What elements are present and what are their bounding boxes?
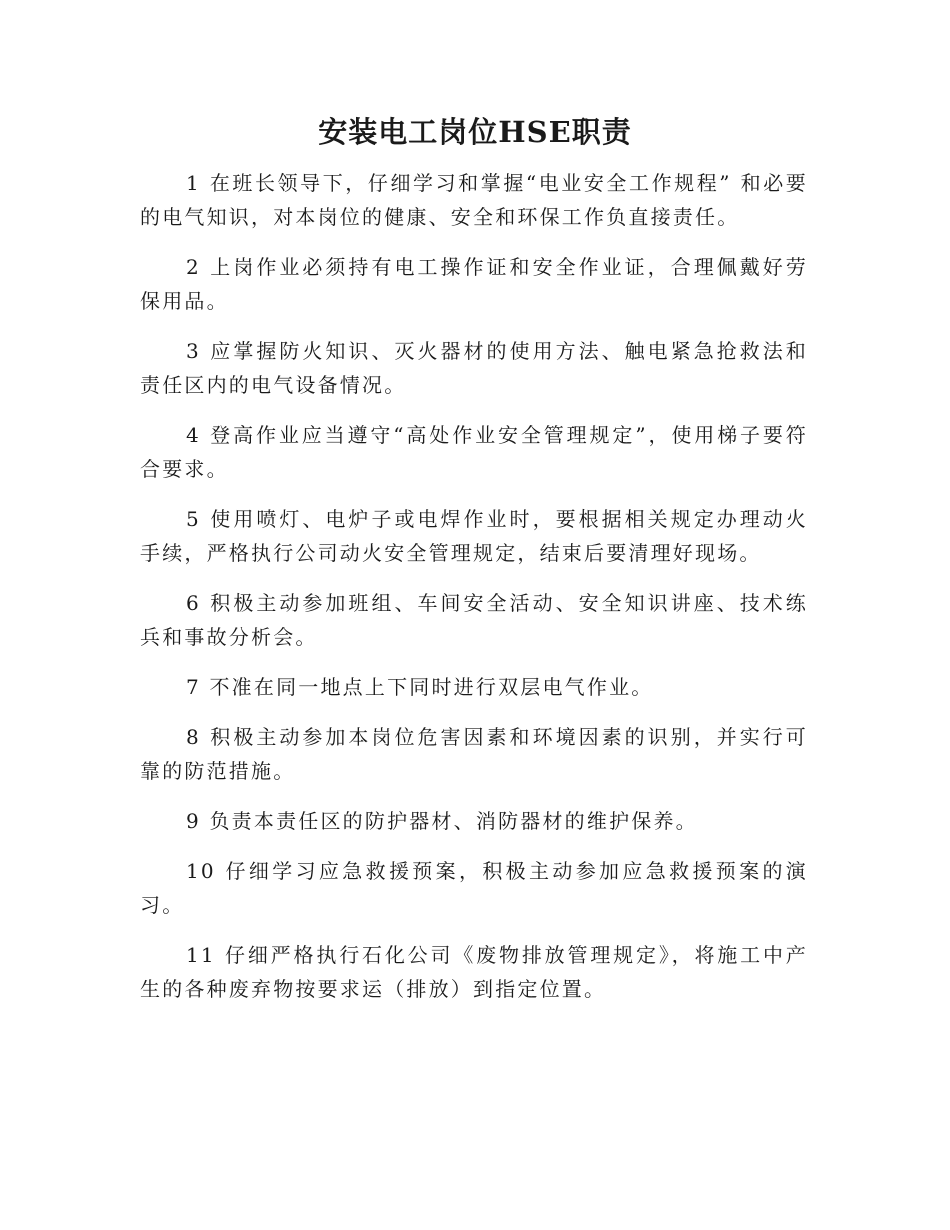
paragraph-10: 10 仔细学习应急救援预案，积极主动参加应急救援预案的演习。 <box>140 859 808 917</box>
paragraph-4: 4 登高作业应当遵守“高处作业安全管理规定”，使用梯子要符合要求。 <box>140 423 808 481</box>
paragraph-3: 3 应掌握防火知识、灭火器材的使用方法、触电紧急抢救法和责任区内的电气设备情况。 <box>140 339 808 397</box>
paragraph-9: 9 负责本责任区的防护器材、消防器材的维护保养。 <box>186 809 698 833</box>
paragraph-8: 8 积极主动参加本岗位危害因素和环境因素的识别，并实行可靠的防范措施。 <box>140 725 808 783</box>
document-body <box>140 166 808 1022</box>
paragraph-5: 5 使用喷灯、电炉子或电焊作业时，要根据相关规定办理动火手续，严格执行公司动火安全管理规定，结束后要清理好现场。 <box>140 507 808 565</box>
page-title: 安装电工岗位HSE职责 <box>318 115 632 149</box>
paragraph-11: 11 仔细严格执行石化公司《废物排放管理规定》，将施工中产生的各种废弃物按要求运（排放）到指定位置。 <box>140 943 808 1001</box>
paragraph-2: 2 上岗作业必须持有电工操作证和安全作业证，合理佩戴好劳保用品。 <box>140 255 808 313</box>
paragraph-7: 7 不准在同一地点上下同时进行双层电气作业。 <box>186 675 654 699</box>
paragraph-6: 6 积极主动参加班组、车间安全活动、安全知识讲座、技术练兵和事故分析会。 <box>140 591 808 649</box>
paragraph-1: 1 在班长领导下，仔细学习和掌握“电业安全工作规程” 和必要的电气知识，对本岗位的健康、安全和环保工作负直接责任。 <box>140 171 808 229</box>
